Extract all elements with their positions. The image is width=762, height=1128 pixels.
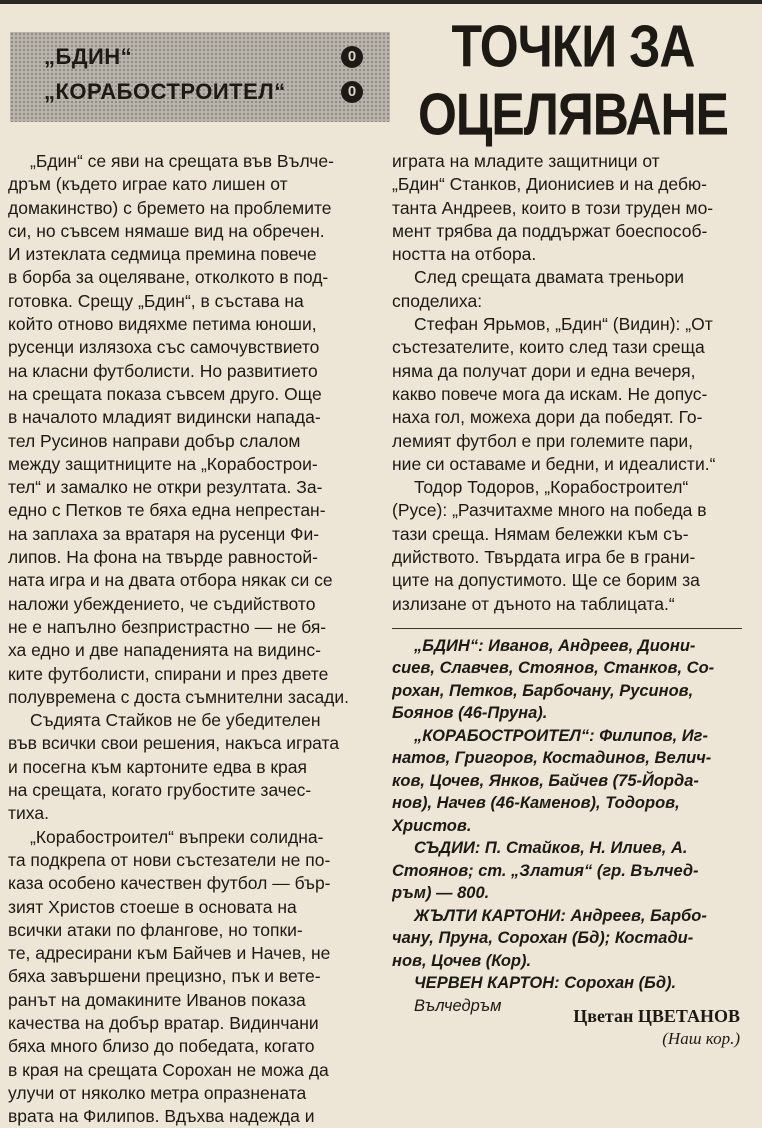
article-line: ките футболисти, спирани и през двете [8,663,329,684]
article-line: ранът на домакините Иванов показа [8,989,306,1010]
article-line: След срещата двамата треньори [414,267,684,288]
article-line: и посегна към картоните едва в края [8,756,307,777]
lineup-line: Боянов (46-Пруна). [392,704,548,723]
article-line: тиха. [8,803,49,824]
article-line: те, адресирани към Байчев и Начев, не [8,943,331,964]
article-line: зият Христов стоеше в основата на [8,896,297,917]
article-line: бяха завършени прецизно, пък и вете- [8,966,321,987]
lineup-line: Стоянов; ст. „Златия“ (гр. Вълчед- [392,861,699,880]
article-line: ната игра и на двата отбора някак си се [8,570,333,591]
article-line: ха едно и две нападенията на видинс- [8,640,321,661]
article-column-right [392,150,742,1017]
article-line: врата на Филипов. Вдъхва надежда и [8,1106,315,1127]
lineup-line: нов), Начев (46-Каменов), Тодоров, [392,794,680,813]
article-line: танта Андреев, които в този труден мо- [392,197,714,218]
article-line: на срещата, когато грубостите зачес- [8,780,312,801]
article-line: споделиха: [392,290,483,311]
article-line: в началото младият видински напада- [8,407,321,428]
article-line: в края на срещата Сорохан не можа да [8,1059,329,1080]
match-score-box [10,32,390,122]
article-line: играта на младите защитници от [392,151,660,171]
home-team-score: 0 [341,46,363,68]
article-line: дийството. Твърдата игра бе в грани- [392,547,696,568]
lineup-line: сиев, Славчев, Стоянов, Станков, Со- [392,659,715,678]
author-role: (Наш кор.) [662,1029,740,1048]
away-team-score: 0 [341,81,363,103]
article-line: между защитниците на „Корабострои- [8,453,318,474]
lineups-block [392,635,742,1018]
article-line: на класни футболисти. Но развитието [8,360,318,381]
article-line: не е напълно безпристрастно — не бя- [8,616,327,637]
article-line: лемият футбол е при големите пари, [392,430,694,451]
article-line: Съдията Стайков не бе убедителен [30,710,321,731]
article-line: мент трябва да поддържат боеспособ- [392,220,708,241]
article-column-left [8,150,380,1128]
article-line: ците на допустимото. Ще се борим за [392,570,700,591]
article-line: във всички свои решения, накъса играта [8,733,340,754]
away-team-name: „КОРАБОСТРОИТЕЛ“ [44,79,286,104]
article-line: тази среща. Нямам бележки към съ- [392,523,689,544]
article-line: бяха много близо до победата, когато [8,1036,315,1057]
headline-line-2: ОЦЕЛЯВАНЕ [418,81,728,148]
article-line: който отново видяхме петима юноши, [8,314,317,335]
article-line: ние си оставаме и бедни, и идеалисти.“ [392,453,716,474]
article-line: (Русе): „Разчитахме много на победа в [392,500,707,521]
article-line: на срещата показа съвсем друго. Още [8,383,322,404]
headline [393,12,753,149]
article-line: домакинство) с бремето на проблемите [8,197,332,218]
article-line: си, но съвсем нямаше вид на обречен. [8,220,325,241]
article-line: ността на отбора. [392,244,537,265]
top-rule [0,0,762,4]
lineup-line: ЖЪЛТИ КАРТОНИ: Андреев, Барбо- [414,906,707,925]
home-team-name: „БДИН“ [44,44,133,69]
article-line: дръм (където играе като лишен от [8,174,288,195]
article-line: наха гол, можеха дори да победят. Го- [392,407,703,428]
match-venue: Вълчедръм [414,996,502,1015]
article-line: всички атаки по флангове, но топки- [8,919,303,940]
article-line: едно с Петков те бяха една непрестан- [8,500,326,521]
article-line: на заплаха за вратаря на русенци Фи- [8,523,320,544]
article-line: тел“ и замалко не откри резултата. За- [8,477,323,498]
lineup-line: ЧЕРВЕН КАРТОН: Сорохан (Бд). [414,974,677,993]
article-line: в борба за оцеляване, отколкото в под- [8,267,329,288]
lineup-line: ков, Цочев, Янков, Байчев (75-Йорда- [392,771,699,790]
article-line: липов. На фона на твърде равностой- [8,547,318,568]
article-line: И изтеклата седмица премина повече [8,244,317,265]
lineup-line: Христов. [392,816,472,835]
article-line: „Бдин“ се яви на срещата във Вълче- [30,151,334,171]
article-line: та подкрепа от нови състезатели не по- [8,849,331,870]
lineup-line: нов, Цочев (Кор). [392,951,532,970]
lineup-line: „КОРАБОСТРОИТЕЛ“: Филипов, Иг- [414,726,708,745]
article-line: русенци излязоха със самочувствието [8,337,320,358]
lineup-line: „БДИН“: Иванов, Андреев, Диони- [414,636,696,655]
article-line: „Корабостроител“ въпреки солидна- [30,826,324,847]
article-line: Тодор Тодоров, „Корабостроител“ [414,477,689,498]
article-line: тел Русинов направи добър слалом [8,430,301,451]
article-line: готовка. Срещу „Бдин“, в състава на [8,290,304,311]
article-line: полувремена с доста съмнителни засади. [8,686,350,707]
article-line: състезателите, които след тази среща [392,337,705,358]
lineup-line: натов, Григоров, Костадинов, Велич- [392,749,712,768]
lineup-line: СЪДИИ: П. Стайков, Н. Илиев, А. [414,839,688,858]
lineup-line: чану, Пруна, Сорохан (Бд); Костади- [392,929,694,948]
article-line: Стефан Ярьмов, „Бдин“ (Видин): „От [414,314,713,335]
article-line: „Бдин“ Станков, Дионисиев и на дебю- [392,174,707,195]
article-line: улучи от няколко метра опразнената [8,1082,307,1103]
article-line: няма да получат дори и една вечеря, [392,360,696,381]
article-line: качества на добър вратар. Видинчани [8,1012,319,1033]
article-line: каза особено качествен футбол — бър- [8,873,331,894]
article-line: какво повече мога да искам. Не допус- [392,383,708,404]
lineup-line: ръм) — 800. [392,884,490,903]
lineup-divider [392,628,742,629]
article-line: наложи убеждението, че съдийството [8,593,316,614]
author-byline: Цветан ЦВЕТАНОВ [573,1006,740,1026]
headline-line-1: ТОЧКИ ЗА [451,13,695,80]
lineup-line: рохан, Петков, Барбочану, Русинов, [392,681,694,700]
article-line: излизане от дъното на таблицата.“ [392,593,675,614]
